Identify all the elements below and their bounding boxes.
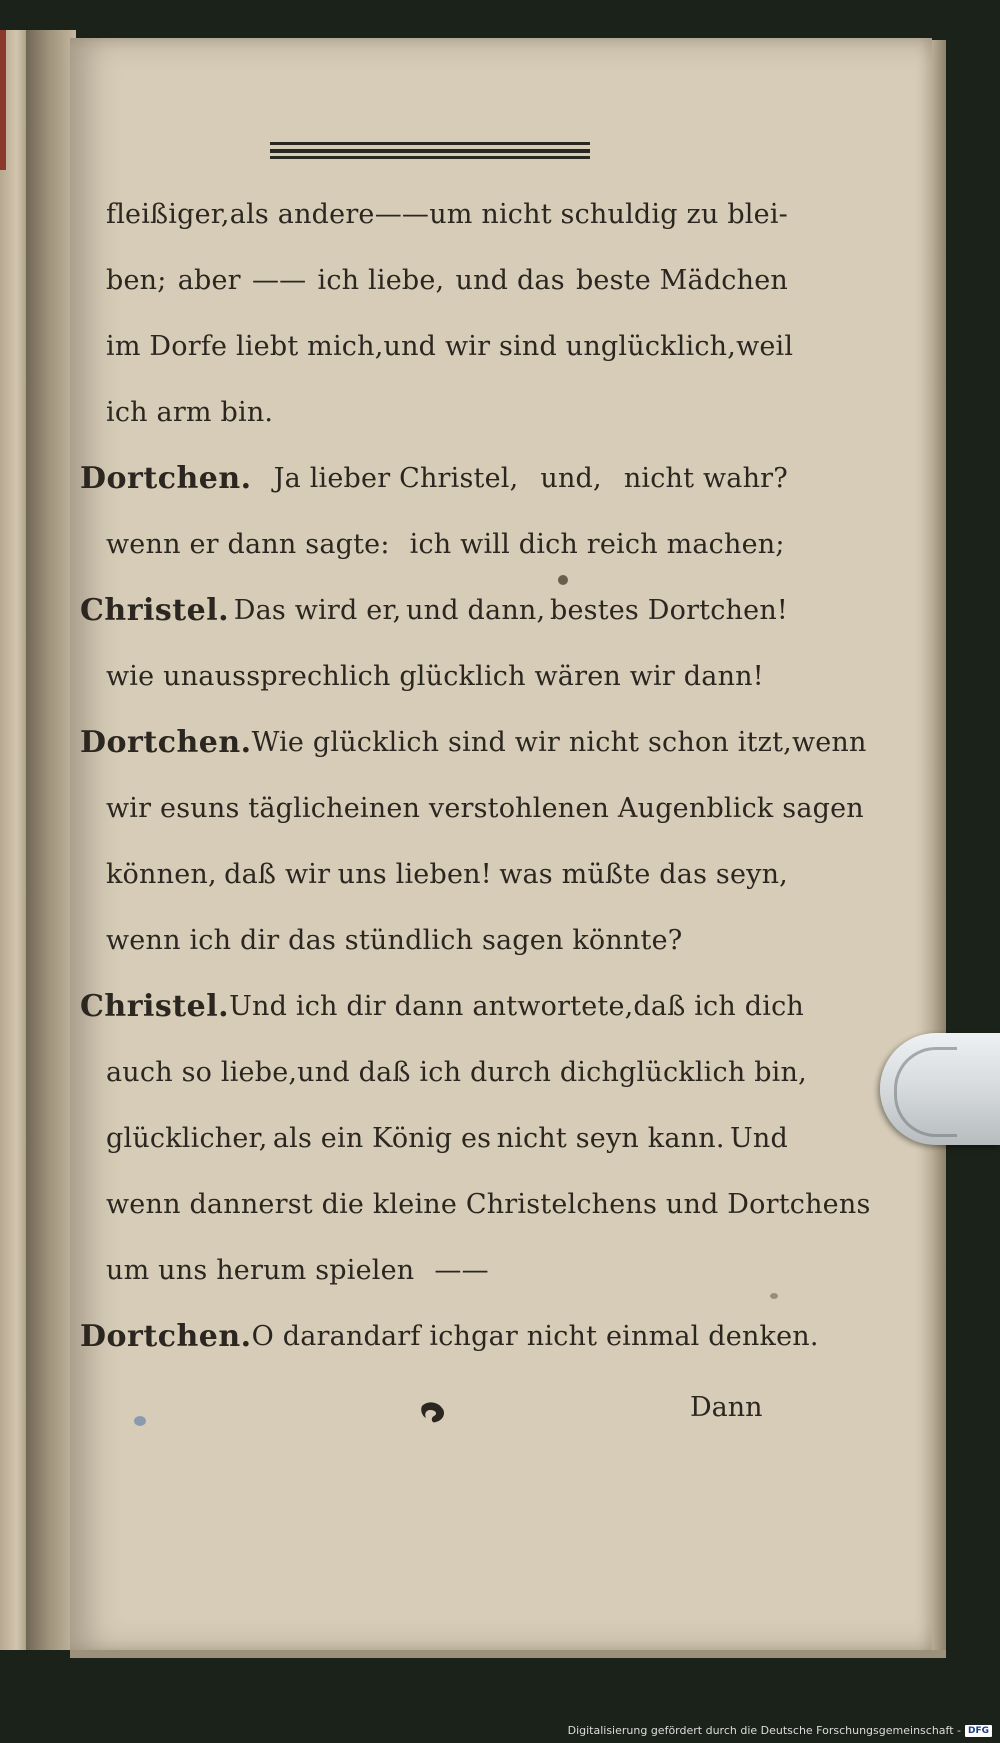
speaker-name: Dortchen.: [80, 461, 252, 496]
text-segment: nicht seyn kann.: [496, 1123, 725, 1154]
fleuron-ornament-icon: [418, 1400, 448, 1426]
text-segment: beste Mädchen: [575, 265, 788, 296]
text-line: [106, 520, 788, 586]
text-segment: wenn: [791, 727, 867, 758]
text-segment: glücklicher,: [106, 1123, 268, 1154]
page-fore-edge: [932, 40, 946, 1652]
text-segment: ich will dich reich machen;: [409, 529, 785, 560]
text-line: [106, 784, 864, 850]
page-gutter-shadow: [26, 30, 76, 1650]
text-segment: ——: [374, 199, 430, 230]
text-segment: und wir sind unglücklich,: [383, 331, 737, 362]
text-segment: Das wird er,: [233, 595, 402, 626]
glass-page-clamp: [880, 1033, 1000, 1145]
text-segment: wir es: [106, 793, 191, 824]
text-line: [80, 718, 867, 784]
text-line: [106, 850, 788, 916]
text-line: [106, 1048, 807, 1114]
text-segment: aber: [177, 265, 241, 296]
ornamental-header-rule: [270, 142, 590, 160]
text-segment: als ein König es: [272, 1123, 492, 1154]
text-line: [106, 1114, 788, 1180]
paper-blemish: [770, 1293, 778, 1299]
speaker-name: Dortchen.: [80, 725, 252, 760]
text-segment: um nicht schuldig zu blei-: [429, 199, 788, 230]
rule-line: [270, 156, 590, 159]
paper-blemish: [558, 575, 568, 585]
text-line: [106, 916, 788, 982]
text-segment: wenn dann: [106, 1189, 259, 1220]
speaker-name: Christel.: [80, 989, 230, 1024]
text-segment: weil: [736, 331, 794, 362]
text-segment: Wie glücklich sind wir nicht schon itzt,: [251, 727, 792, 758]
text-segment: Und ich dir dann antwortete,: [229, 991, 634, 1022]
digitization-credit: [568, 1724, 992, 1737]
dfg-logo: DFG: [965, 1725, 992, 1737]
text-segment: uns lieben!: [337, 859, 492, 890]
text-line: [80, 586, 788, 652]
text-segment: ,: [374, 331, 384, 362]
text-line: [106, 1246, 788, 1312]
text-segment: und das: [455, 265, 565, 296]
text-segment: gar nicht einmal denken.: [471, 1321, 819, 1352]
text-segment: daß ich dich: [633, 991, 804, 1022]
text-line: [80, 1312, 819, 1378]
text-segment: ——: [251, 265, 307, 296]
text-segment: uns täglich: [190, 793, 344, 824]
text-line: [106, 388, 788, 454]
text-segment: erst die kleine Christelchens und Dortchens: [258, 1189, 871, 1220]
text-segment: und dann,: [406, 595, 546, 626]
text-segment: um uns herum spielen: [106, 1255, 415, 1286]
text-segment: einen verstohlenen Augenblick sagen: [343, 793, 864, 824]
text-line: [106, 322, 794, 388]
previous-page-edge: [0, 30, 28, 1650]
text-segment: darf ich: [363, 1321, 472, 1352]
text-line: [80, 454, 788, 520]
dialogue-text-block: [80, 190, 871, 1378]
text-segment: und daß ich durch dich: [297, 1057, 620, 1088]
clamp-reflection: [894, 1047, 957, 1137]
text-line: [106, 256, 788, 322]
speaker-name: Dortchen.: [80, 1319, 252, 1354]
text-segment: und,: [540, 463, 602, 494]
text-segment: wie unaussprechlich glücklich wären wir dann!: [106, 661, 764, 692]
text-segment: Ja lieber Christel,: [273, 463, 519, 494]
text-segment: wenn er dann sagte:: [106, 529, 390, 560]
rule-line: [270, 142, 590, 145]
text-segment: können,: [106, 859, 217, 890]
text-segment: daß wir: [224, 859, 331, 890]
text-segment: was müßte das seyn,: [499, 859, 788, 890]
credit-text: Digitalisierung gefördert durch die Deutsche Forschungsgemeinschaft -: [567, 1724, 961, 1737]
text-segment: als andere: [229, 199, 375, 230]
text-segment: fleißiger,: [106, 199, 230, 230]
page-bottom-edge: [70, 1650, 946, 1658]
text-line: [106, 190, 788, 256]
rule-line: [270, 149, 590, 153]
text-segment: ——: [434, 1255, 489, 1286]
paper-blemish: [134, 1416, 146, 1426]
text-line: [106, 1180, 871, 1246]
text-segment: Und: [729, 1123, 788, 1154]
text-segment: ich liebe,: [317, 265, 445, 296]
binding-spine: [0, 30, 6, 170]
text-segment: bestes Dortchen!: [549, 595, 788, 626]
text-segment: im Dorfe liebt mich: [106, 331, 375, 362]
text-line: [80, 982, 804, 1048]
text-segment: auch so liebe,: [106, 1057, 298, 1088]
text-segment: O daran: [251, 1321, 364, 1352]
text-segment: ich arm bin.: [106, 397, 274, 428]
text-segment: ben;: [106, 265, 167, 296]
speaker-name: Christel.: [80, 593, 230, 628]
text-segment: wenn ich dir das stündlich sagen könnte?: [106, 925, 683, 956]
text-segment: nicht wahr?: [623, 463, 788, 494]
catchword: Dann: [690, 1392, 763, 1423]
text-line: [106, 652, 788, 718]
text-segment: glücklich bin,: [619, 1057, 807, 1088]
